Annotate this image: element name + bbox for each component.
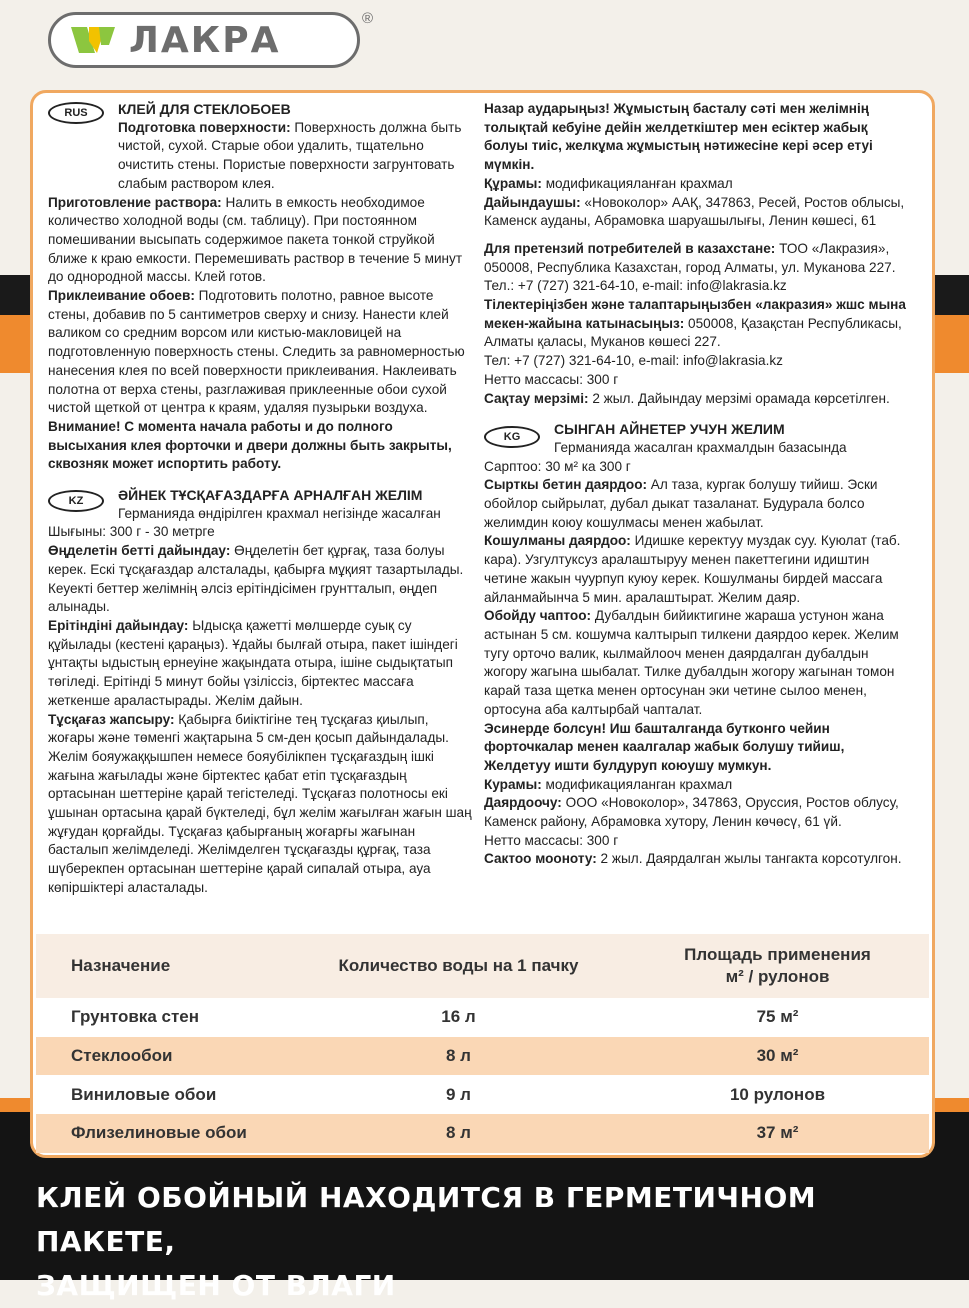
rus-title: КЛЕЙ ДЛЯ СТЕКЛОБОЕВ (118, 101, 291, 117)
kz-claims-kz-label: Тілектеріңізбен және талаптарыңызбен «лакразия» жшс мына мекен-жайына катынасыңыз: (484, 297, 906, 331)
kz-maker-text: «Новоколор» ААҚ, 347863, Ресей, Ростов облысы, Каменск ауданы, Абрамовка шаруашылығы, Ленин көшесі, 61 (484, 194, 905, 229)
kg-composition-text: модификацияланган крахмал (541, 776, 733, 792)
lang-badge-kg: KG (484, 426, 540, 448)
lang-badge-kz: KZ (48, 490, 104, 512)
header-purpose: Назначение (71, 956, 171, 975)
kz-claims-ru-label: Для претензий потребителей в казахстане: (484, 240, 776, 256)
table-cell-water: 8 л (446, 1123, 471, 1143)
kz-storage-text: 2 жыл. Дайындау мерзімі орамада көрсетілген. (588, 390, 890, 406)
kz-claims-kz-text: 050008, Қазақстан Республикасы, Алматы қаласы, Муканов көшесі 227. (484, 315, 902, 350)
kg-p2-text: Идишке керектуу муздак суу. Куюлат (таб. кара). Узгултуксуз аралаштыруу менен пакеттегини идиштин четине жакын чуурпуп куюу керек. Кошулманы бирдей массага айланмайынча 5 мин. аралаштырат. Желим даяр. (484, 533, 901, 605)
table-cell-purpose: Грунтовка стен (71, 1007, 199, 1027)
table-row (36, 998, 929, 1037)
kg-p3-text: Дубалдын бийиктигине жараша устунон жана астынан 5 см. кошумча калтырып тилкени даярдоо керек. Желим тугу орточо валик, кылмайлоoч менен даярдалган дубалдын жогору жагына шыбалат. Тилке дубалдын жогору жагынан томон карай таза щетка менен ортосунан эки четине сылоо менен, ортосуна аба калтырбай чапталат. (484, 608, 899, 717)
kz-title: ӘЙНЕК ТҰСҚАҒАЗДАРҒА АРНАЛҒАН ЖЕЛІМ (118, 487, 423, 504)
kz-p2-text: Ыдысқа қажетті мөлшерде суық су құйылады (кестені қараңыз). Ұдайы былғай отыра, пакет ішіндегі ұнтақты ыдыстың ернеуіне жақындата отыра, ішіне сыдықтатып төгіледі. Ерітінді 5 минут бойы үзіліссіз, біртектес массаға жеткенше араластырады. Желім дайын. (48, 617, 458, 708)
table-header (36, 934, 929, 998)
rus-p1-label: Подготовка поверхности: (118, 119, 291, 135)
kg-p1-text: Ал таза, кургак болушу тийиш. Эски обойлор сыйрылат, дубал дыкат тазаланат. Будурала болсо желимдин коюу кошулмасы менен жабылат. (484, 477, 878, 530)
kz-section (48, 486, 473, 897)
footer-line-2: ЗАЩИЩЕН ОТ ВЛАГИ (36, 1269, 396, 1302)
kz-subtitle: Германияда өндірілген крахмал негізінде жасалған (118, 505, 441, 521)
table-cell-purpose: Виниловые обои (71, 1084, 217, 1104)
footer-banner (36, 1176, 936, 1308)
kg-maker-text: ООО «Новоколор», 347863, Оруссия, Ростов облусу, Каменск району, Абрамовка хутору, Ленин көчөсү, 61 үй. (484, 795, 899, 830)
footer-line-1: КЛЕЙ ОБОЙНЫЙ НАХОДИТСЯ В ГЕРМЕТИЧНОМ ПАКЕТЕ, (36, 1181, 817, 1258)
kg-title: СЫНГАН АЙНЕТЕР УЧУН ЖЕЛИМ (554, 421, 785, 438)
kz-composition-text: модификацияланған крахмал (541, 175, 733, 191)
table-cell-area: 75 м² (756, 1007, 799, 1027)
rus-p3-text: Подготовить полотно, равное высоте стены, добавив по 5 сантиметров сверху и снизу. Нанести клей валиком со средним ворсом или кистью-макловицей на подготовленную поверхность стены. Следить за равномерностью нанесения клея по всей поверхности приклеивания. Наклеивать полотна от верха стены, разглаживая приклеенные обои сухой чистой щеткой от центра к краям, удаляя пузырьки воздуха. (48, 288, 465, 416)
kz-net: Нетто массасы: 300 г (484, 371, 619, 387)
kg-composition-label: Курамы: (484, 776, 542, 792)
brand-name: ЛАКРА (129, 19, 281, 61)
kg-p3-label: Обойду чаптоо: (484, 608, 592, 624)
rus-p1-text: Поверхность должна быть чистой, сухой. Старые обои удалить, тщательно очистить стены. Пористые поверхности загрунтовать слабым раствором клея. (118, 119, 462, 191)
logo-mark-icon (69, 23, 117, 57)
table-row (36, 1075, 929, 1114)
table-row (36, 1114, 929, 1153)
right-column (484, 100, 911, 869)
rus-p2-label: Приготовление раствора: (48, 194, 222, 210)
kz-p3-text: Қабырға биіктігіне тең тұсқағаз қиылып, жоғары және төменгі жақтарына 5 см-ден қосып дайындалады. Желім бояужаққышпен немесе бояубілікпен тұсқағаздың ішкі жағына жағылады және біртектес қабат етіп тұсқағаздың ортасынан шеттеріне қарай тегістеледі. Тұсқағаз полотносы екі ұшынан ортасына қарай бүктеледі, бұл желім жағылған жағын шаң жұғудан қорғайды. Тұсқағаз қабырғаның жоғарғы жағынан басталып желімделеді. Желімделген тұсқағазды құрғақ, таза шүберекпен ортасынан шеттеріне қарай сипалай отыра, ауа көпіршіктері аласталады. (48, 711, 472, 895)
header-area: Площадь применения м² / рулонов (684, 945, 871, 986)
table-row (36, 1037, 929, 1076)
table-cell-purpose: Стеклообои (71, 1046, 173, 1066)
kz-p2-label: Ерітіндіні дайындау: (48, 617, 189, 633)
rus-p2-text: Налить в емкость необходимое количество холодной воды (см. таблицу). При постоянном помешивании высыпать содержимое пакета тонкой струйкой ближе к краю емкости. Перемешивать раствор в течение 5 минут до однородной массы. Клей готов. (48, 194, 463, 285)
kz-p1-text: Өңделетін бет құрғақ, таза болуы керек. Ескі тұсқағаздар алсталады, қабырға мұқият тазартылады. Кеуекті беттер желімнің әлсіз ерітіндісімен грунтталып, өңдеп алынады. (48, 543, 464, 615)
kg-warning: Эсинерде болсун! Иш башталганда бутконго чейин форточкалар менен каалгалар жабык болушу тийиш, Желдетуу ишти булдуруп коюушу мумкун. (484, 720, 845, 773)
kz-storage-label: Сақтау мерзімі: (484, 390, 589, 406)
kz-claims-ru-text: ТОО «Лакразия», 050008, Республика Казахстан, город Алматы, ул. Муканова 227. Тел.: +7 (727) 321-64-10, e-mail: info@lakrasia.kz (484, 240, 896, 294)
kg-maker-label: Даярдоочу: (484, 795, 562, 811)
left-column (48, 100, 473, 898)
rus-section (48, 100, 473, 474)
table-cell-area: 37 м² (756, 1123, 799, 1143)
kg-p2-label: Кошулманы даярдоо: (484, 533, 631, 549)
kz-maker-label: Дайындаушы: (484, 194, 581, 210)
kz-composition-label: Құрамы: (484, 175, 542, 191)
rus-p3-label: Приклеивание обоев: (48, 288, 195, 304)
kg-net: Нетто массасы: 300 г (484, 832, 619, 848)
kg-storage-label: Сактоо мооноту: (484, 851, 597, 867)
kz-phone: Тел: +7 (727) 321-64-10, e-mail: info@lakrasia.kz (484, 353, 783, 369)
kz-consumption: Шығыны: 300 г - 30 метрге (48, 524, 215, 540)
table-cell-water: 16 л (441, 1007, 476, 1027)
rus-warning: Внимание! С момента начала работы и до полного высыхания клея форточки и двери должны быть закрыты, сквозняк может испортить работу. (48, 418, 452, 472)
header-water: Количество воды на 1 пачку (338, 956, 579, 975)
kz-p1-label: Өңделетін бетті дайындау: (48, 543, 231, 559)
table-cell-water: 9 л (446, 1084, 471, 1104)
registered-mark: ® (362, 10, 374, 27)
table-cell-water: 8 л (446, 1046, 471, 1066)
kg-section (484, 420, 911, 869)
lang-badge-rus: RUS (48, 102, 104, 124)
kz-warning: Назар аударыңыз! Жұмыстың басталу сәті мен желімнің толықтай кебуіне дейін желдеткіштер мен есіктер жабық болуы тиіс, желкұма жұмыстың нәтижесіне кері әсер етуі мүмкін. (484, 101, 873, 173)
kz-p3-label: Тұсқағаз жапсыру: (48, 711, 175, 727)
table-cell-area: 30 м² (756, 1046, 799, 1066)
kg-consumption: Сарптоо: 30 м² ка 300 г (484, 458, 631, 474)
kg-storage-text: 2 жыл. Даярдалган жылы тангакта корсотулгон. (596, 851, 902, 867)
kg-p1-label: Сырткы бетин даярдоо: (484, 477, 648, 493)
usage-table (36, 934, 929, 1154)
kg-subtitle: Германияда жасалган крахмалдын базасында (554, 439, 847, 455)
table-cell-area: 10 рулонов (729, 1084, 826, 1104)
table-cell-purpose: Флизелиновые обои (71, 1123, 247, 1143)
brand-logo (48, 12, 360, 68)
